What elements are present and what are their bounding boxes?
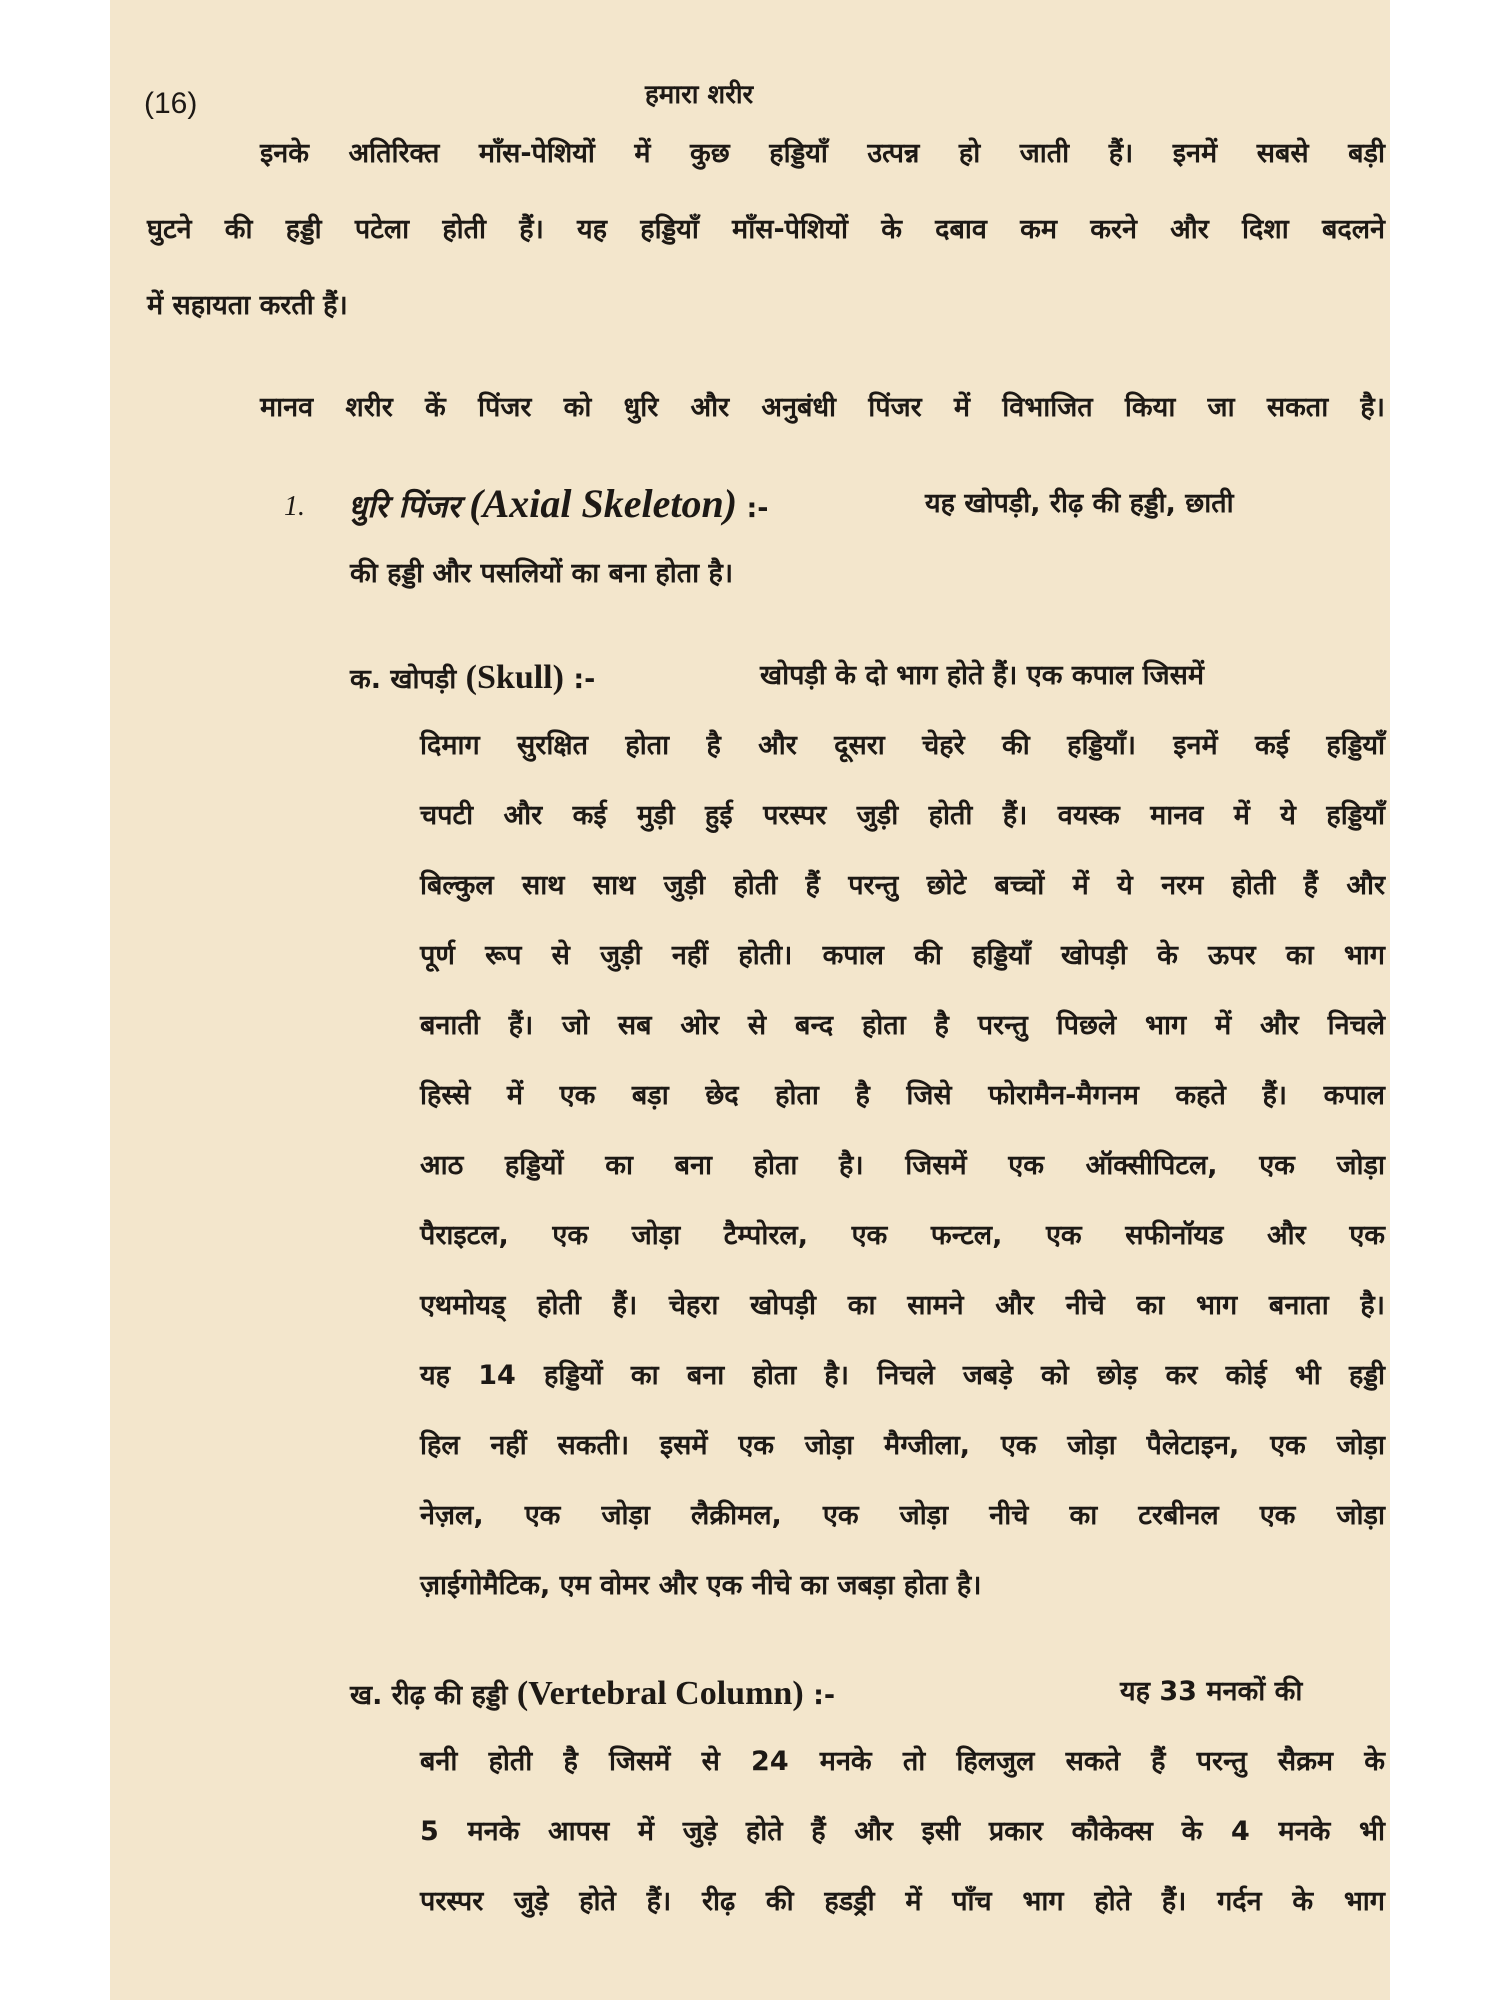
- axial-marker: 1.: [284, 491, 305, 522]
- vertebral-line-1-rest: यह 33 मनकों की: [1120, 1676, 1303, 1707]
- axial-line-2: की हड्डी और पसलियों का बना होता है।: [350, 558, 734, 589]
- skull-heading: [350, 658, 595, 699]
- vertebral-line: 5 मनके आपस में जुड़े होते हैं और इसी प्रकार कौकेक्स के 4 मनके भी: [420, 1816, 1385, 1847]
- skull-line: नेज़ल, एक जोड़ा लैक्रीमल, एक जोड़ा नीचे का टरबीनल एक जोड़ा: [420, 1500, 1385, 1531]
- skull-line: बिल्कुल साथ साथ जुड़ी होती हैं परन्तु छोटे बच्चों में ये नरम होती हैं और: [420, 870, 1385, 901]
- intro-line-3: में सहायता करती हैं।: [147, 290, 348, 321]
- axial-title-english: (Axial Skeleton): [469, 481, 738, 526]
- intro-line-2: घुटने की हड्डी पटेला होती हैं। यह हड्डियाँ माँस-पेशियों के दबाव कम करने और दिशा बदलने: [147, 214, 1385, 245]
- vertebral-separator: :-: [813, 1680, 836, 1711]
- page-number: (16): [144, 87, 198, 120]
- skull-line: पूर्ण रूप से जुड़ी नहीं होती। कपाल की हड्डियाँ खोपड़ी के ऊपर का भाग: [420, 940, 1385, 971]
- skull-line-1-rest: खोपड़ी के दो भाग होते हैं। एक कपाल जिसमें: [760, 660, 1205, 691]
- axial-title-hindi: धुरि पिंजर: [348, 489, 460, 525]
- skull-title-english: (Skull): [465, 659, 564, 696]
- running-title: हमारा शरीर: [645, 80, 754, 110]
- skull-line: चपटी और कई मुड़ी हुई परस्पर जुड़ी होती हैं। वयस्क मानव में ये हड्डियाँ: [420, 800, 1385, 831]
- vertebral-heading: [350, 1674, 835, 1715]
- skull-line: एथमोयड् होती हैं। चेहरा खोपड़ी का सामने और नीचे का भाग बनाता है।: [420, 1290, 1385, 1321]
- axial-heading: [348, 480, 769, 528]
- skull-line: ज़ाईगोमैटिक, एम वोमर और एक नीचे का जबड़ा होता है।: [420, 1570, 982, 1601]
- skull-separator: :-: [573, 664, 596, 695]
- book-page: [110, 0, 1390, 2000]
- skull-line: पैराइटल, एक जोड़ा टैम्पोरल, एक फन्टल, एक सफीनॉयड और एक: [420, 1220, 1385, 1251]
- vertebral-marker: ख.: [350, 1680, 383, 1711]
- intro-line-1: इनके अतिरिक्त माँस-पेशियों में कुछ हड्डियाँ उत्पन्न हो जाती हैं। इनमें सबसे बड़ी: [260, 138, 1385, 169]
- skull-line: यह 14 हड्डियों का बना होता है। निचले जबड़े को छोड़ कर कोई भी हड्डी: [420, 1360, 1385, 1391]
- intro-line-4: मानव शरीर कें पिंजर को धुरि और अनुबंधी पिंजर में विभाजित किया जा सकता है।: [260, 392, 1385, 423]
- skull-line: दिमाग सुरक्षित होता है और दूसरा चेहरे की हड्डियाँ। इनमें कई हड्डियाँ: [420, 730, 1385, 761]
- vertebral-line: बनी होती है जिसमें से 24 मनके तो हिलजुल सकते हैं परन्तु सैक्रम के: [420, 1746, 1385, 1777]
- skull-title-hindi: खोपड़ी: [390, 664, 457, 695]
- vertebral-title-hindi: रीढ़ की हड्डी: [391, 1680, 508, 1711]
- axial-separator: :-: [746, 493, 769, 524]
- skull-line: आठ हड्डियों का बना होता है। जिसमें एक ऑक्सीपिटल, एक जोड़ा: [420, 1150, 1385, 1181]
- skull-line: हिस्से में एक बड़ा छेद होता है जिसे फोरामैन-मैगनम कहते हैं। कपाल: [420, 1080, 1385, 1111]
- skull-line: बनाती हैं। जो सब ओर से बन्द होता है परन्तु पिछले भाग में और निचले: [420, 1010, 1385, 1041]
- vertebral-line: परस्पर जुड़े होते हैं। रीढ़ की हडड्री में पाँच भाग होते हैं। गर्दन के भाग: [420, 1886, 1385, 1917]
- skull-line: हिल नहीं सकती। इसमें एक जोड़ा मैग्जीला, एक जोड़ा पैलेटाइन, एक जोड़ा: [420, 1430, 1385, 1461]
- axial-line-1-rest: यह खोपड़ी, रीढ़ की हड्डी, छाती: [925, 488, 1234, 519]
- skull-marker: क.: [350, 664, 381, 695]
- vertebral-title-english: (Vertebral Column): [516, 1675, 804, 1712]
